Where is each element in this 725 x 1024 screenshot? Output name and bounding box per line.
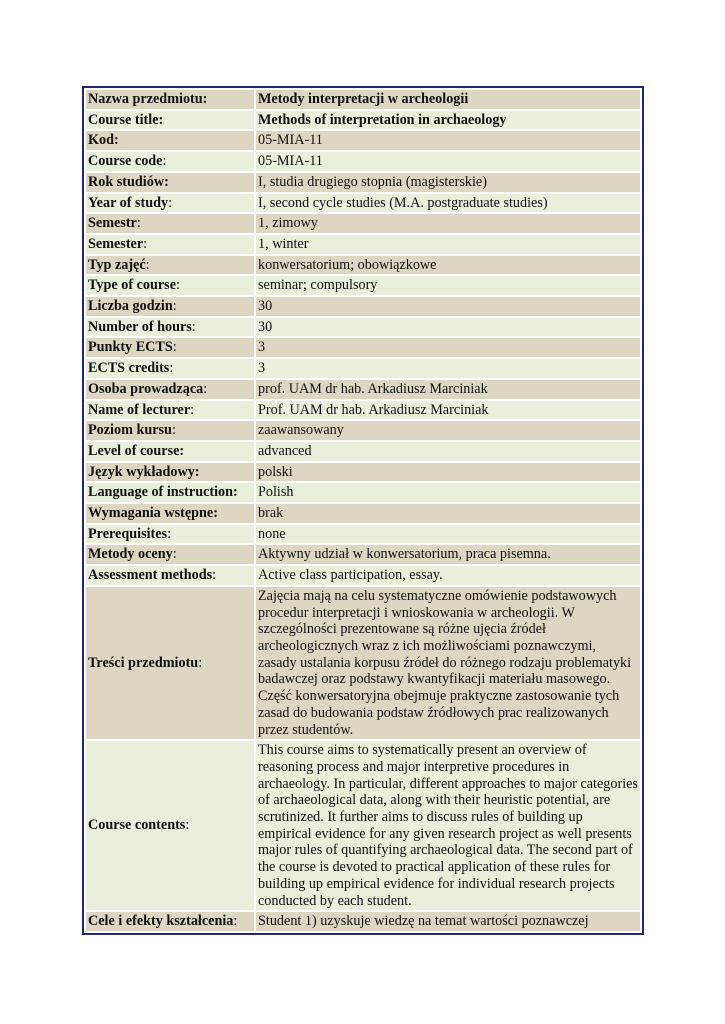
field-label: Language of instruction:	[86, 483, 254, 502]
table-row	[86, 442, 640, 461]
field-label: Semestr:	[86, 214, 254, 233]
field-value: brak	[256, 504, 640, 523]
table-row	[86, 463, 640, 482]
field-value: Methods of interpretation in archaeology	[256, 111, 640, 130]
table-row	[86, 380, 640, 399]
field-label: Cele i efekty kształcenia:	[86, 912, 254, 931]
field-label: Course contents:	[86, 741, 254, 910]
table-row	[86, 256, 640, 275]
field-value: 05-MIA-11	[256, 131, 640, 150]
table-row	[86, 131, 640, 150]
table-row	[86, 401, 640, 420]
field-value: Student 1) uzyskuje wiedzę na temat wartości poznawczej	[256, 912, 640, 931]
field-label: Punkty ECTS:	[86, 338, 254, 357]
table-row	[86, 173, 640, 192]
table-row	[86, 545, 640, 564]
table-row	[86, 741, 640, 910]
field-label: Wymagania wstępne:	[86, 504, 254, 523]
field-value: advanced	[256, 442, 640, 461]
field-label: Nazwa przedmiotu:	[86, 90, 254, 109]
field-label: Rok studiów:	[86, 173, 254, 192]
field-label: Course code:	[86, 152, 254, 171]
field-label: Kod:	[86, 131, 254, 150]
field-value: 1, zimowy	[256, 214, 640, 233]
field-label: Type of course:	[86, 276, 254, 295]
field-value: I, second cycle studies (M.A. postgraduate studies)	[256, 194, 640, 213]
table-row	[86, 359, 640, 378]
table-row	[86, 297, 640, 316]
table-row	[86, 90, 640, 109]
table-row	[86, 421, 640, 440]
table-row	[86, 912, 640, 931]
field-value: 3	[256, 338, 640, 357]
field-label: Semester:	[86, 235, 254, 254]
field-value: Polish	[256, 483, 640, 502]
table-row	[86, 152, 640, 171]
field-value: 1, winter	[256, 235, 640, 254]
field-value: 05-MIA-11	[256, 152, 640, 171]
field-value: polski	[256, 463, 640, 482]
field-value: Prof. UAM dr hab. Arkadiusz Marciniak	[256, 401, 640, 420]
field-label: Liczba godzin:	[86, 297, 254, 316]
field-value: This course aims to systematically present an overview of reasoning process and major interpretive procedures in archaeology. In particular, different approaches to major categories of archaeological data, along with their heuristic potential, are scrutinized. It further aims to discuss rules of building up empirical evidence for any given research project as well presents major rules of quantifying archaeological data. The second part of the course is devoted to practical application of these rules for building up empirical evidence for individual research projects conducted by each student.	[256, 741, 640, 910]
table-row	[86, 276, 640, 295]
table-row	[86, 235, 640, 254]
field-value: 30	[256, 318, 640, 337]
table-row	[86, 318, 640, 337]
field-value: konwersatorium; obowiązkowe	[256, 256, 640, 275]
table-row	[86, 214, 640, 233]
table-row	[86, 194, 640, 213]
field-label: Name of lecturer:	[86, 401, 254, 420]
field-label: Treści przedmiotu:	[86, 587, 254, 739]
field-label: ECTS credits:	[86, 359, 254, 378]
field-label: Assessment methods:	[86, 566, 254, 585]
table-row	[86, 587, 640, 739]
field-label: Number of hours:	[86, 318, 254, 337]
field-label: Level of course:	[86, 442, 254, 461]
field-label: Osoba prowadząca:	[86, 380, 254, 399]
field-label: Year of study:	[86, 194, 254, 213]
field-label: Poziom kursu:	[86, 421, 254, 440]
field-value: 30	[256, 297, 640, 316]
field-value: I, studia drugiego stopnia (magisterskie)	[256, 173, 640, 192]
field-label: Course title:	[86, 111, 254, 130]
field-value: 3	[256, 359, 640, 378]
table-row	[86, 338, 640, 357]
field-label: Język wykładowy:	[86, 463, 254, 482]
field-value: seminar; compulsory	[256, 276, 640, 295]
table-row	[86, 525, 640, 544]
field-value: none	[256, 525, 640, 544]
table-row	[86, 111, 640, 130]
field-value: prof. UAM dr hab. Arkadiusz Marciniak	[256, 380, 640, 399]
field-value: zaawansowany	[256, 421, 640, 440]
field-label: Typ zajęć:	[86, 256, 254, 275]
course-info-table	[82, 86, 644, 935]
table-row	[86, 504, 640, 523]
table-row	[86, 566, 640, 585]
field-value: Active class participation, essay.	[256, 566, 640, 585]
field-value: Metody interpretacji w archeologii	[256, 90, 640, 109]
field-label: Prerequisites:	[86, 525, 254, 544]
field-label: Metody oceny:	[86, 545, 254, 564]
table-row	[86, 483, 640, 502]
field-value: Zajęcia mają na celu systematyczne omówienie podstawowych procedur interpretacji i wnioskowania w archeologii. W szczególności prezentowane są różne ujęcia źródeł archeologicznych wraz z ich możliwościami poznawczymi, zasady ustalania korpusu źródeł do różnego rodzaju problematyki badawczej oraz podstawy kwantyfikacji materiału masowego. Część konwersatoryjna obejmuje praktyczne zastosowanie tych zasad do budowania podstaw źródłowych prac realizowanych przez studentów.	[256, 587, 640, 739]
field-value: Aktywny udział w konwersatorium, praca pisemna.	[256, 545, 640, 564]
